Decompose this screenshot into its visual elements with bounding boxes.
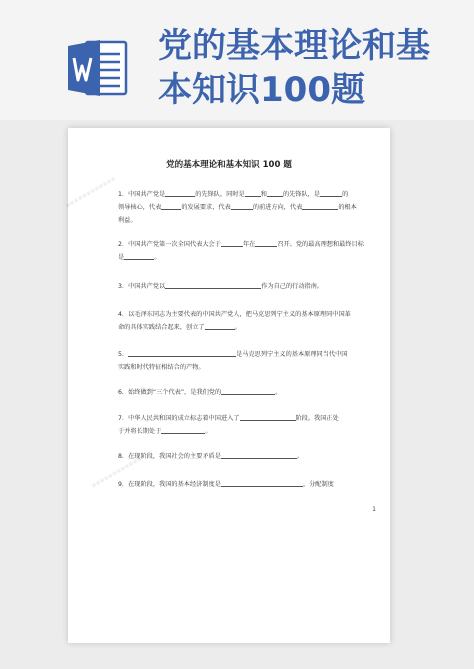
banner xyxy=(0,0,474,120)
question-4: 4．以毛泽东同志为主要代表的中国共产党人，把马克思列宁主义的基本原理同中国革 命的具体实践结合起来，创立了 。 xyxy=(118,311,351,331)
question-5: 5． 是马克思列宁主义的基本原理同当代中国 实践和时代特征相结合的产物。 xyxy=(118,351,348,371)
question-7: 7．中华人民共和国的成立标志着中国进入了 阶段。我国正处 于并将长期处于 。 xyxy=(118,415,339,435)
question-9: 9．在现阶段，我国的基本经济制度是 ，分配制度 xyxy=(118,481,334,488)
banner-title: 党的基本理论和基本知识100题 xyxy=(158,26,430,110)
document-title: 党的基本理论和基本知识 100 题 xyxy=(166,160,292,170)
question-3: 3．中国共产党以 作为自己的行动指南。 xyxy=(118,283,324,290)
answer-blank[interactable] xyxy=(165,189,195,197)
answer-blank[interactable] xyxy=(124,252,154,260)
question-8: 8．在现阶段，我国社会的主要矛盾是 。 xyxy=(118,453,304,460)
answer-blank[interactable] xyxy=(221,387,275,395)
answer-blank[interactable] xyxy=(255,239,277,247)
watermark: ▪▪▪▪▪▪▪▪▪▪▪▪ xyxy=(63,174,118,210)
answer-blank[interactable] xyxy=(161,426,205,434)
watermark: ▪▪▪▪▪▪▪▪▪▪▪▪ xyxy=(89,454,144,490)
answer-blank[interactable] xyxy=(165,281,261,289)
answer-blank[interactable] xyxy=(245,189,261,197)
answer-blank[interactable] xyxy=(205,322,235,330)
document-page xyxy=(63,128,390,643)
answer-blank[interactable] xyxy=(221,239,243,247)
question-1: 1．中国共产党是 的先锋队，同时是 和 的先锋队，是 的 领导核心，代表 的发展要求，代表 的前进方向，代表 的根本 利益。 xyxy=(118,191,357,224)
answer-blank[interactable] xyxy=(221,451,297,459)
answer-blank[interactable] xyxy=(320,189,342,197)
answer-blank[interactable] xyxy=(267,189,283,197)
answer-blank[interactable] xyxy=(221,479,303,487)
answer-blank[interactable] xyxy=(302,202,338,210)
word-logo-icon xyxy=(66,36,130,100)
question-2: 2．中国共产党第一次全国代表大会于 年在 召开。党的最高理想和最终目标 是 。 xyxy=(118,241,364,261)
page-number: 1 xyxy=(372,506,376,513)
answer-blank[interactable] xyxy=(231,202,253,210)
answer-blank[interactable] xyxy=(240,413,296,421)
answer-blank[interactable] xyxy=(161,202,181,210)
answer-blank[interactable] xyxy=(128,349,236,357)
question-6: 6．始终做到“三个代表”，是我们党的 。 xyxy=(118,389,282,396)
